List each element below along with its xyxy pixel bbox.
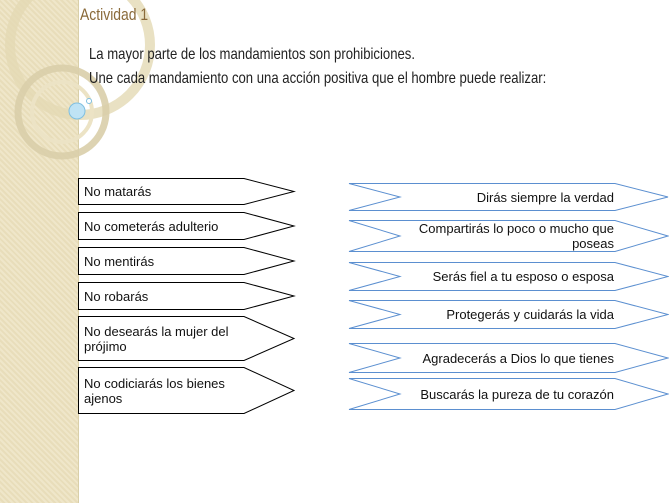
commandment-label: No cometerás adulterio — [84, 218, 219, 234]
commandment-label: No mentirás — [84, 253, 155, 269]
slide-title: Actividad 1 — [80, 5, 149, 24]
action-item[interactable] — [348, 262, 669, 291]
commandment-label: No matarás — [84, 184, 152, 199]
commandment-item[interactable] — [78, 367, 296, 414]
commandment-item[interactable] — [78, 316, 296, 361]
action-label: Dirás siempre la verdad — [476, 189, 614, 205]
action-item[interactable] — [348, 378, 669, 410]
commandment-label: No codiciarás los bienes ajenos — [84, 375, 225, 406]
action-item[interactable] — [348, 220, 669, 252]
commandment-label: No desearás la mujer del prójimo — [84, 323, 229, 354]
commandment-item[interactable] — [78, 178, 296, 205]
instruction-line-1: La mayor parte de los mandamientos son prohibiciones. — [89, 46, 416, 63]
action-label: Protegerás y cuidarás la vida — [446, 307, 614, 322]
action-label: Buscarás la pureza de tu corazón — [420, 386, 614, 402]
commandment-label: No robarás — [84, 288, 149, 304]
action-label: Agradecerás a Dios lo que tienes — [422, 350, 614, 366]
action-label: Serás fiel a tu esposo o esposa — [432, 269, 614, 284]
instruction-line-2: Une cada mandamiento con una acción positiva que el hombre puede realizar: — [89, 70, 547, 87]
action-item[interactable] — [348, 343, 669, 373]
commandment-item[interactable] — [78, 212, 296, 240]
commandment-item[interactable] — [78, 282, 296, 310]
action-item[interactable] — [348, 183, 669, 211]
action-label: Compartirás lo poco o mucho que poseas — [418, 221, 614, 251]
commandment-item[interactable] — [78, 247, 296, 275]
action-item[interactable] — [348, 300, 669, 329]
